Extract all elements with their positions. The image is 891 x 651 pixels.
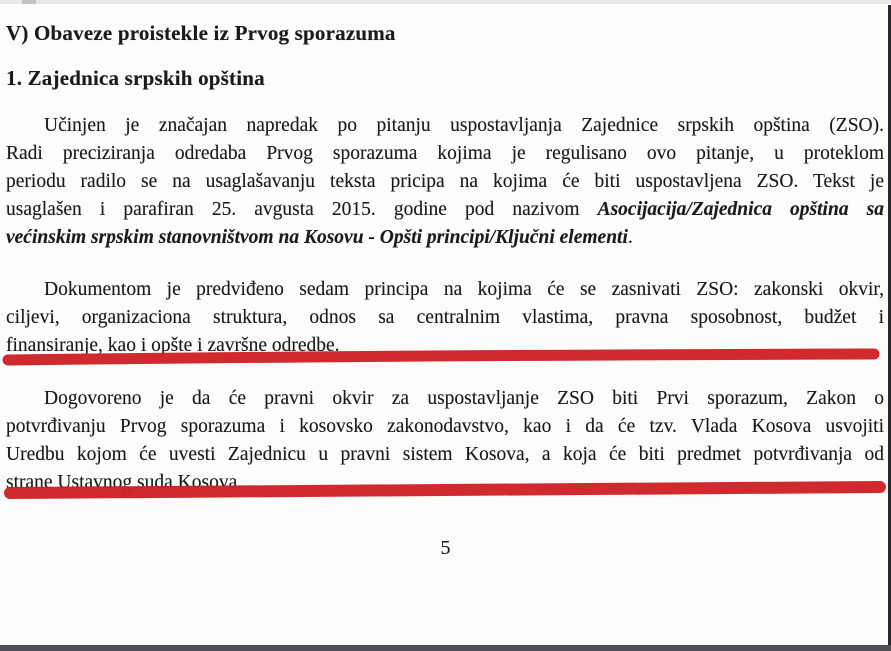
text-line: finansiranje, kao i opšte i završne odredbe. xyxy=(6,335,340,356)
red-marker-underline-1 xyxy=(0,346,891,370)
text-run: usaglašen i parafiran 25. avgusta 2015. godine pod nazivom xyxy=(6,199,598,220)
text-line: potvrđivanju Prvog sporazuma i kosovsko zakonodavstvo, kao i da će tzv. Vlada Kosova usvojiti xyxy=(6,416,884,437)
text-run: . xyxy=(627,227,633,248)
paragraph-1 xyxy=(6,112,884,252)
text-line: periodu radilo se na usaglašavanju teksta pricipa na kojima će biti uspostavljena ZSO. Tekst je xyxy=(6,171,884,192)
subsection-heading: 1. Zajednica srpskih opština xyxy=(6,66,265,90)
text-line xyxy=(6,224,884,252)
text-line xyxy=(6,196,884,224)
text-line: Radi preciziranja odredaba Prvog sporazuma kojima je regulisano ovo pitanje, u proteklom xyxy=(6,143,884,164)
text-line: strane Ustavnog suda Kosova. xyxy=(6,472,243,493)
text-line: Dogovoreno je da će pravni okvir za uspostavljanje ZSO biti Prvi sporazum, Zakon o xyxy=(44,388,884,409)
emphasized-title-run: većinskim srpskim stanovništvom na Kosovu - Opšti principi/Ključni elementi xyxy=(6,227,628,248)
emphasized-title-run: Asocijacija/Zajednica opština sa xyxy=(597,199,884,220)
text-line: ciljevi, organizaciona struktura, odnos sa centralnim vlastima, pravna sposobnost, budžet i xyxy=(6,307,884,328)
text-line: Učinjen je značajan napredak po pitanju uspostavljanja Zajednice srpskih opština (ZSO). xyxy=(44,115,884,136)
text-line: Uredbu kojom će uvesti Zajednicu u pravni sistem Kosova, a koja će biti predmet potvrđivanja od xyxy=(6,444,884,465)
page-number: 5 xyxy=(440,537,451,559)
text-line: Dokumentom je predviđeno sedam principa na kojima će se zasnivati ZSO: zakonski okvir, xyxy=(44,279,884,300)
scan-top-edge xyxy=(0,0,891,4)
section-heading: V) Obaveze proistekle iz Prvog sporazuma xyxy=(6,21,396,45)
scan-top-edge-mark xyxy=(22,0,36,4)
scan-bottom-edge xyxy=(0,645,891,651)
red-marker-underline-2 xyxy=(0,477,891,505)
